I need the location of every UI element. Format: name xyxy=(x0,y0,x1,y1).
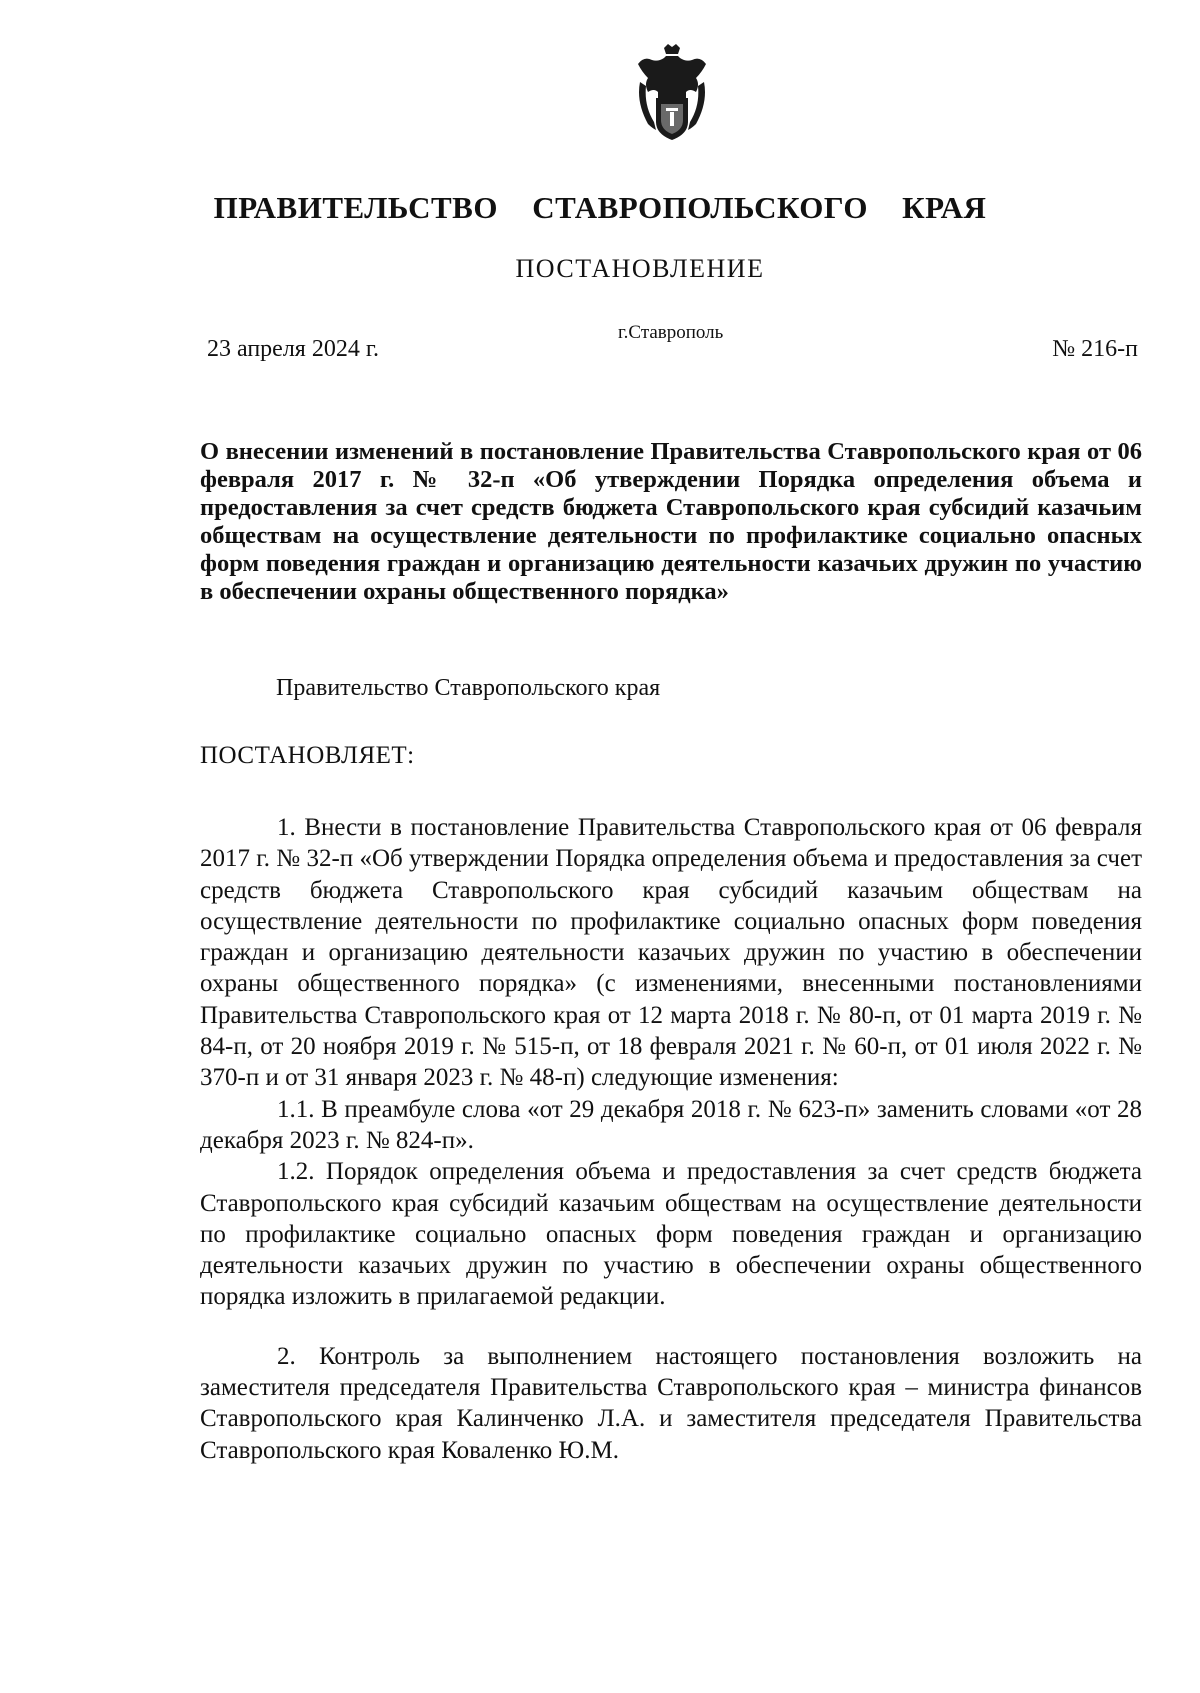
paragraph-2: 2. Контроль за выполнением настоящего постановления возложить на заместителя председателя Правительства Ставропольского края – министра финансов Ставропольского края Калинченко Л.А. и заместителя председателя Правительства Ставропольского края Коваленко Ю.М. xyxy=(200,1342,1142,1464)
paragraph-1: 1. Внести в постановление Правительства Ставропольского края от 06 февраля 2017 г. № 32-п «Об утверждении Порядка определения объема и предоставления за счет средств бюджета Ставропольского края субсидий казачьим обществам на осуществление деятельности по профилактике социально опасных форм поведения граждан и организацию деятельности казачьих дружин по участию в обеспечении охраны общественного порядка» (с изменениями, внесенными постановлениями Правительства Ставропольского края от 12 марта 2018 г. № 80-п, от 01 марта 2019 г. № 84-п, от 20 ноября 2019 г. № 515-п, от 18 февраля 2021 г. № 60-п, от 01 июля 2022 г. № 370-п и от 31 января 2023 г. № 48-п) следующие изменения: xyxy=(200,814,1142,1092)
document-number: № 216-п xyxy=(1052,336,1138,362)
document-body xyxy=(200,812,1142,1466)
document-subject: О внесении изменений в постановление Правительства Ставропольского края от 06 февраля 2017 г. № 32-п «Об утверждении Порядка определения объема и предоставления за счет средств бюджета Ставропольского края субсидий казачьим обществам на осуществление деятельности по профилактике социально опасных форм поведения граждан и организацию деятельности казачьих дружин по участию в обеспечении охраны общественного порядка» xyxy=(200,438,1142,605)
issuing-body: Правительство Ставропольского края xyxy=(276,675,661,701)
document-date: 23 апреля 2024 г. xyxy=(207,336,379,362)
document-type: ПОСТАНОВЛЕНИЕ xyxy=(515,254,765,283)
organization-title: ПРАВИТЕЛЬСТВО СТАВРОПОЛЬСКОГО КРАЯ xyxy=(213,190,987,225)
paragraph-1-2: 1.2. Порядок определения объема и предоставления за счет средств бюджета Ставропольского края субсидий казачьим обществам на осуществление деятельности по профилактике социально опасных форм поведения граждан и организацию деятельности казачьих дружин по участию в обеспечении охраны общественного порядка изложить в прилагаемой редакции. xyxy=(200,1158,1142,1311)
paragraph-1-1: 1.1. В преамбуле слова «от 29 декабря 2018 г. № 623-п» заменить словами «от 28 декабря 2023 г. № 824-п». xyxy=(200,1095,1142,1154)
coat-of-arms-icon xyxy=(630,42,714,142)
decree-word: ПОСТАНОВЛЯЕТ: xyxy=(200,742,415,769)
city: г.Ставрополь xyxy=(618,322,724,343)
